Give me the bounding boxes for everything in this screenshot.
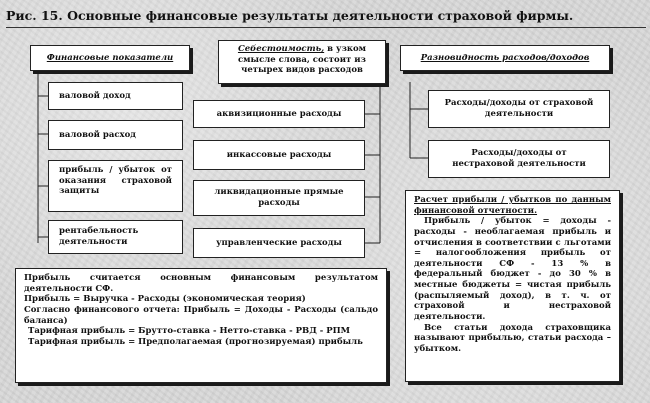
- diff-item-insurance: [428, 90, 610, 128]
- header-financial-indicators-label: Финансовые показатели: [46, 52, 174, 63]
- header-cost: [218, 40, 386, 84]
- fin-item-profit-loss: [48, 160, 183, 212]
- header-cost-italic: Себестоимость,: [237, 44, 325, 54]
- diff-item-label: Расходы/доходы от страховой деятельности: [444, 98, 594, 119]
- profit-calculation-box: [405, 190, 620, 382]
- fin-item-gross-expense: [48, 120, 183, 150]
- header-expense-types-label: Разновидность расходов/доходов: [420, 52, 590, 63]
- fin-item-label: валовой расход: [59, 129, 136, 140]
- fin-item-label: рентабельность деятельности: [59, 226, 139, 247]
- header-cost-text: в узком смысле слова, состоит из четырех видов расходов: [237, 44, 367, 76]
- profit-line: Тарифная прибыль = Брутто-ставка - Нетто-ставка - РВД - РПМ: [28, 326, 351, 337]
- diff-item-label: Расходы/доходы от нестраховой деятельности: [452, 148, 586, 169]
- profit-line: Согласно финансового отчета: Прибыль = Доходы - Расходы (сальдо баланса): [24, 304, 378, 326]
- cost-item-liquidation: [193, 180, 365, 216]
- fin-item-profitability: [48, 220, 183, 254]
- diff-item-non-insurance: [428, 140, 610, 178]
- cost-item-label: управленческие расходы: [216, 237, 342, 248]
- profit-line: Прибыль считается основным финансовым результатом деятельности СФ.: [24, 273, 378, 294]
- cost-item-label: ликвидационные прямые расходы: [214, 187, 344, 208]
- profit-line: Прибыль = Выручка - Расходы (экономическая теория): [24, 294, 306, 305]
- calc-paragraph-2: Все статьи дохода страховщика называют прибылью, статьи расхода – убытком.: [414, 322, 611, 354]
- calc-paragraph-1: Прибыль / убыток = доходы - расходы - необлагаемая прибыль и отчисления в соответствии с льготами = налогообложения прибыль от деятельности СФ - 13 % в федеральный бюджет - до 30 % в местные бюджеты = чистая прибыль (распыляемый доход), в т. ч. от страховой и нестраховой деятельности.: [414, 216, 611, 322]
- cost-item-management: [193, 228, 365, 258]
- figure-title: Рис. 15. Основные финансовые результаты деятельности страховой фирмы.: [6, 5, 646, 28]
- header-expense-types: [400, 45, 610, 71]
- fin-item-label: прибыль / убыток от оказания страховой защиты: [59, 165, 172, 197]
- profit-line: Тарифная прибыль = Предполагаемая (прогнозируемая) прибыль: [28, 336, 363, 347]
- profit-definition-box: [15, 268, 387, 383]
- cost-item-collection: [193, 140, 365, 170]
- cost-item-label: инкассовые расходы: [226, 149, 332, 160]
- cost-item-label: аквизиционные расходы: [216, 108, 342, 119]
- header-financial-indicators: [30, 45, 190, 71]
- calc-heading: Расчет прибыли / убытков по данным финансовой отчетности.: [414, 195, 611, 216]
- fin-item-gross-income: [48, 82, 183, 110]
- cost-item-acquisition: [193, 100, 365, 128]
- fin-item-label: валовой доход: [59, 90, 131, 101]
